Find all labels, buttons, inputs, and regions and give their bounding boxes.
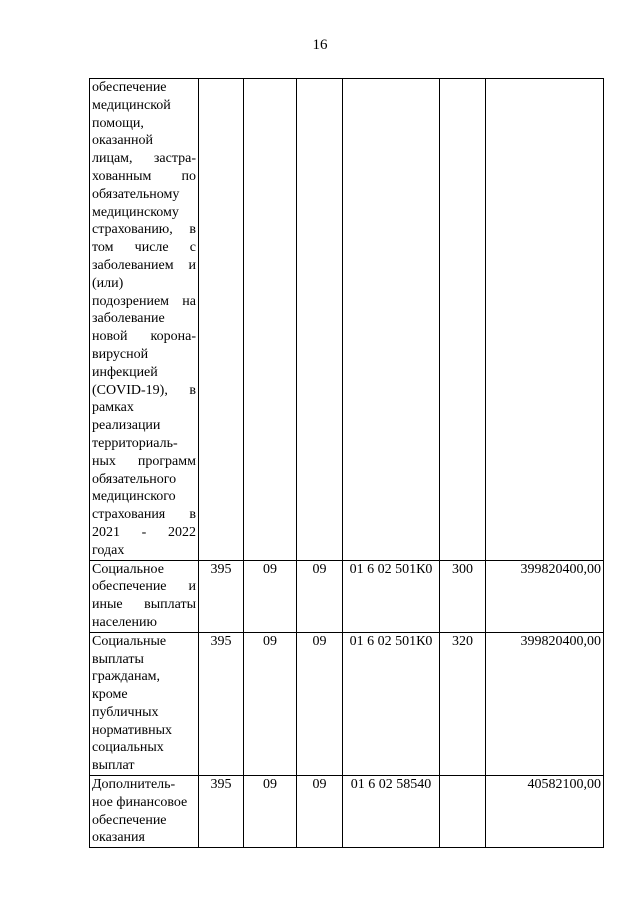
ministry-code-cell xyxy=(199,79,244,561)
expense-name-line: годах xyxy=(92,542,125,558)
expense-name-line: медицинскому xyxy=(92,204,179,220)
amount-cell xyxy=(486,79,604,561)
expense-name-line: обеспечение xyxy=(92,80,167,95)
expense-name-line: новой корона- xyxy=(92,329,196,345)
expense-name-line: публичных xyxy=(92,704,159,720)
amount-cell: 40582100,00 xyxy=(486,776,604,848)
expense-name-line: оказанной xyxy=(92,133,154,149)
expense-name-line: медицинской xyxy=(92,97,171,113)
expense-name-line: медицинского xyxy=(92,489,176,505)
expense-name-line: выплат xyxy=(92,758,135,774)
table-row xyxy=(90,79,604,561)
table-row xyxy=(90,632,604,775)
expense-name-cell xyxy=(90,632,199,775)
expense-name-line: иные выплаты xyxy=(92,597,196,613)
table-row xyxy=(90,560,604,632)
expense-name-line: хованным по xyxy=(92,168,196,184)
expense-name-line: помощи, xyxy=(92,115,144,131)
subsection-code-cell: 09 xyxy=(297,560,343,632)
expense-name-line: гражданам, xyxy=(92,669,161,685)
expense-name-line: населению xyxy=(92,614,157,630)
target-article-cell: 01 6 02 501К0 xyxy=(343,560,440,632)
expense-name-line: ное финансовое xyxy=(92,794,188,810)
amount-cell: 399820400,00 xyxy=(486,560,604,632)
expense-name-line: оказания xyxy=(92,830,145,846)
expense-type-cell xyxy=(440,776,486,848)
expense-name-line: кроме xyxy=(92,687,128,703)
expense-name-line: Дополнитель- xyxy=(92,777,176,793)
expense-type-cell: 300 xyxy=(440,560,486,632)
ministry-code-cell: 395 xyxy=(199,776,244,848)
expense-name-line: ных программ xyxy=(92,453,196,469)
expense-name-line: заболеванием и xyxy=(92,257,196,273)
expense-name-line: рамках xyxy=(92,400,134,416)
expense-name-line: (или) xyxy=(92,275,124,291)
expense-name-cell xyxy=(90,776,199,848)
expense-name-line: страхования в xyxy=(92,507,196,523)
expense-type-cell: 320 xyxy=(440,632,486,775)
expense-name-cell xyxy=(90,79,199,561)
expense-name-line: обеспечение и xyxy=(92,579,196,595)
ministry-code-cell: 395 xyxy=(199,632,244,775)
expense-name-line: инфекцией xyxy=(92,364,158,380)
subsection-code-cell: 09 xyxy=(297,776,343,848)
expense-name-line: подозрением на xyxy=(92,293,196,309)
budget-table xyxy=(89,78,604,848)
expense-name-line: обеспечение xyxy=(92,812,167,828)
section-code-cell: 09 xyxy=(244,560,297,632)
table-row xyxy=(90,776,604,848)
section-code-cell xyxy=(244,79,297,561)
expense-name-line: лицам, застра- xyxy=(92,151,196,167)
expense-name-line: реализации xyxy=(92,418,161,434)
subsection-code-cell xyxy=(297,79,343,561)
expense-name-line: 2021 - 2022 xyxy=(92,524,196,540)
expense-name-line: выплаты xyxy=(92,651,144,667)
expense-name-line: Социальное xyxy=(92,561,164,577)
section-code-cell: 09 xyxy=(244,632,297,775)
expense-type-cell xyxy=(440,79,486,561)
ministry-code-cell: 395 xyxy=(199,560,244,632)
amount-cell: 399820400,00 xyxy=(486,632,604,775)
expense-name-line: (COVID-19), в xyxy=(92,382,196,398)
expense-name-line: обязательному xyxy=(92,186,180,202)
expense-name-line: страхованию, в xyxy=(92,222,196,238)
table-body xyxy=(90,79,604,848)
expense-name-line: Социальные xyxy=(92,633,167,649)
subsection-code-cell: 09 xyxy=(297,632,343,775)
expense-name-line: обязательного xyxy=(92,471,177,487)
expense-name-cell xyxy=(90,560,199,632)
expense-name-line: территориаль- xyxy=(92,435,178,451)
target-article-cell: 01 6 02 501К0 xyxy=(343,632,440,775)
section-code-cell: 09 xyxy=(244,776,297,848)
expense-name-line: нормативных xyxy=(92,722,173,738)
expense-name-line: том числе с xyxy=(92,240,196,256)
page-number: 16 xyxy=(312,37,328,53)
target-article-cell xyxy=(343,79,440,561)
expense-name-line: социальных xyxy=(92,740,164,756)
expense-name-line: вирусной xyxy=(92,346,149,362)
expense-name-line: заболевание xyxy=(92,311,165,327)
target-article-cell: 01 6 02 58540 xyxy=(343,776,440,848)
